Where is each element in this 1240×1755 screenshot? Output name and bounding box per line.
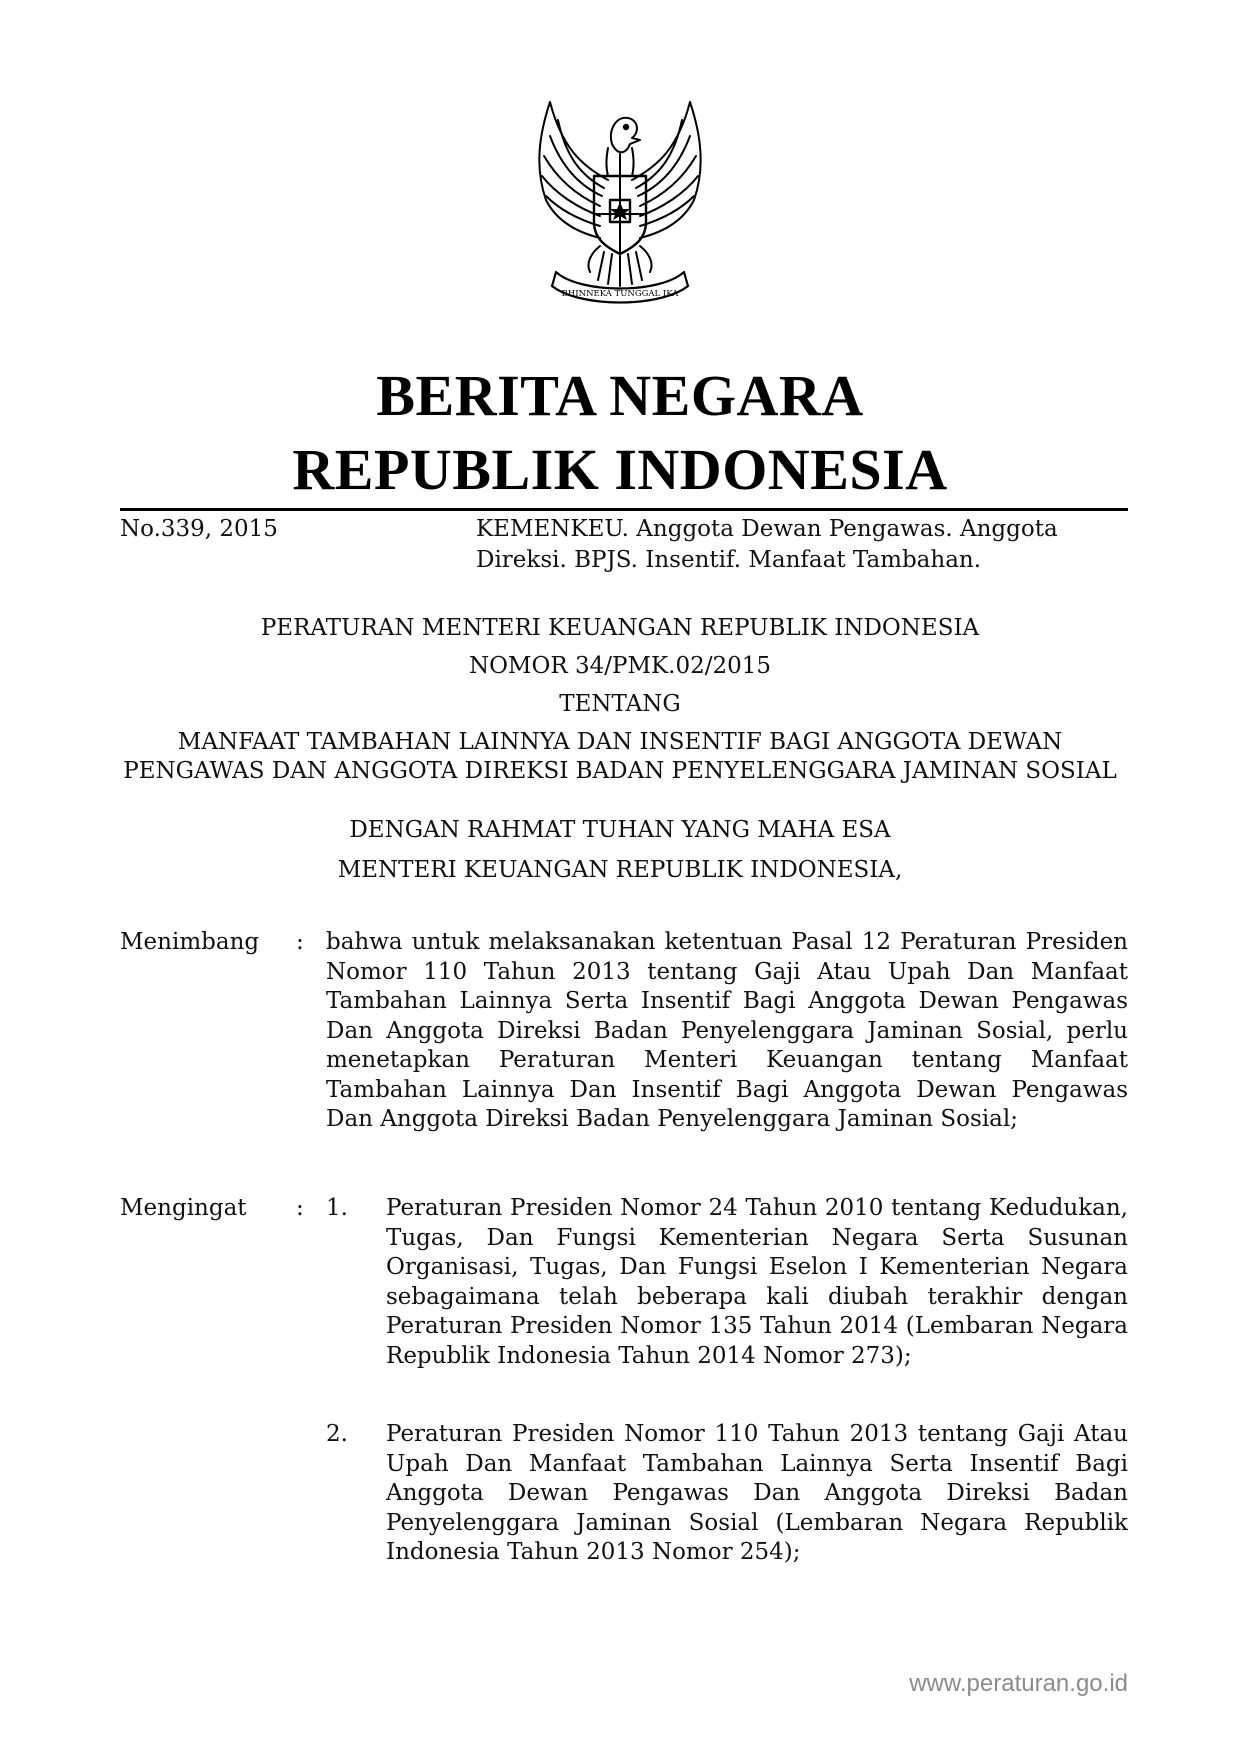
regulation-subject-line-1: MANFAAT TAMBAHAN LAINNYA DAN INSENTIF BAGI ANGGOTA DEWAN [177,729,1063,755]
recalling-item-text: Peraturan Presiden Nomor 110 Tahun 2013 tentang Gaji Atau Upah Dan Manfaat Tambahan Lainnya Serta Insentif Bagi Anggota Dewan Pengawas Dan Anggota Direksi Badan Penyelenggara Jaminan Sosial (Lembaran Negara Republik Indonesia Tahun 2013 Nomor 254); [386,1421,1128,1565]
recalling-colon: : [296,1195,304,1221]
masthead-line-2: REPUBLIK INDONESIA [292,437,948,502]
considering-text: bahwa untuk melaksanakan ketentuan Pasal 12 Peraturan Presiden Nomor 110 Tahun 2013 tentang Gaji Atau Upah Dan Manfaat Tambahan Lainnya Serta Insentif Bagi Anggota Dewan Pengawas Dan Anggota Direksi Badan Penyelenggara Jaminan Sosial, perlu menetapkan Peraturan Menteri Keuangan tentang Manfaat Tambahan Lainnya Dan Insentif Bagi Anggota Dewan Pengawas Dan Anggota Direksi Badan Penyelenggara Jaminan Sosial; [326,929,1128,1132]
regulation-number: NOMOR 34/PMK.02/2015 [468,653,772,679]
gazette-topic [476,514,1136,576]
garuda-emblem-icon [520,96,720,308]
gazette-number: No.339, 2015 [120,516,278,542]
minister-title: MENTERI KEUANGAN REPUBLIK INDONESIA, [337,857,903,883]
regulation-about: TENTANG [559,691,681,717]
recalling-item-text: Peraturan Presiden Nomor 24 Tahun 2010 tentang Kedudukan, Tugas, Dan Fungsi Kementerian Negara Serta Susunan Organisasi, Tugas, Dan Fungsi Eselon I Kementerian Negara sebagaimana telah beberapa kali diubah terakhir dengan Peraturan Presiden Nomor 135 Tahun 2014 (Lembaran Negara Republik Indonesia Tahun 2014 Nomor 273); [386,1195,1128,1369]
recalling-item-number: 2. [326,1421,348,1447]
considering-label: Menimbang [120,929,260,955]
recalling-label: Mengingat [120,1195,247,1221]
regulation-subject-line-2: PENGAWAS DAN ANGGOTA DIREKSI BADAN PENYELENGGARA JAMINAN SOSIAL [123,758,1117,784]
regulation-title: PERATURAN MENTERI KEUANGAN REPUBLIK INDONESIA [260,615,980,641]
footer-url[interactable]: www.peraturan.go.id [909,1670,1128,1697]
considering-colon: : [296,929,304,955]
gazette-topic-line-1: KEMENKEU. Anggota Dewan Pengawas. Anggota [476,516,1058,542]
masthead-rule [120,508,1128,511]
regulation-subject [0,728,1240,786]
gazette-topic-line-2: Direksi. BPJS. Insentif. Manfaat Tambahan. [476,547,982,573]
emblem-motto: BHINNEKA TUNGGAL IKA [561,289,679,299]
masthead-line-1: BERITA NEGARA [376,363,864,428]
recalling-item-number: 1. [326,1195,348,1221]
invocation: DENGAN RAHMAT TUHAN YANG MAHA ESA [349,817,891,843]
